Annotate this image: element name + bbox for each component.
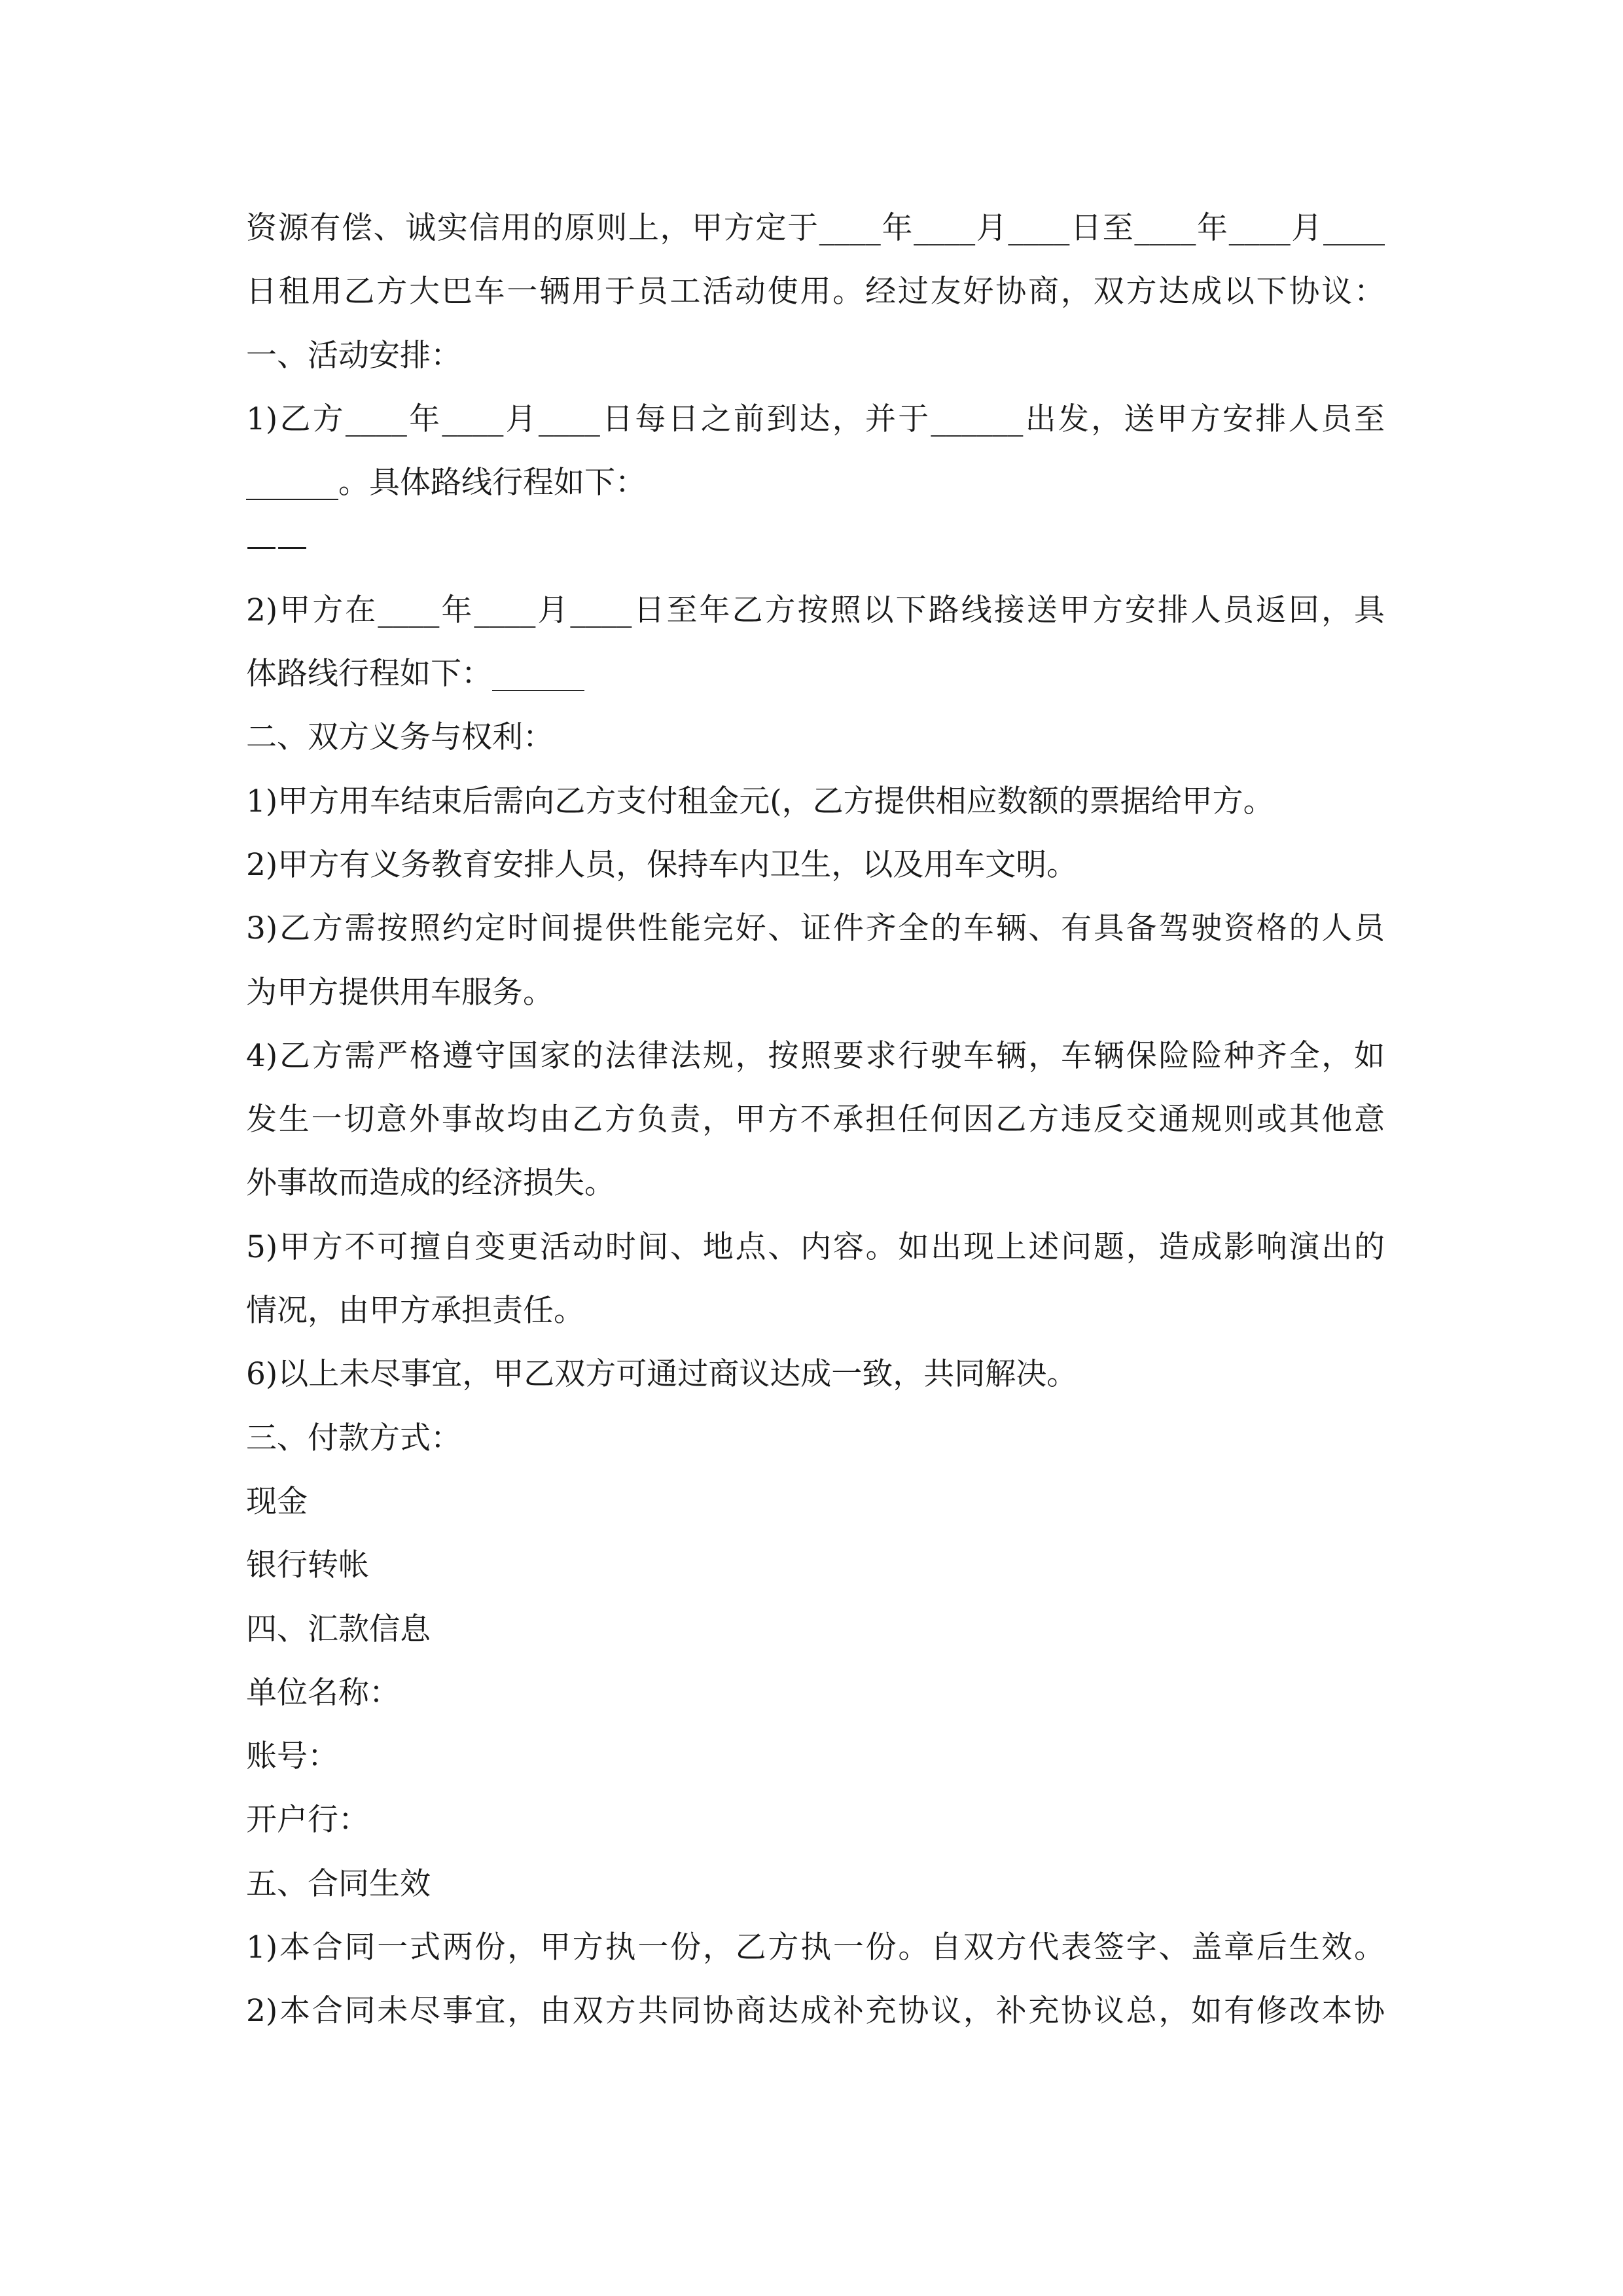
text-line: 1)甲方用车结束后需向乙方支付租金元(，乙方提供相应数额的票据给甲方。	[246, 783, 1274, 819]
text-line: ——	[246, 528, 308, 565]
section-heading: 一、活动安排：	[246, 337, 461, 374]
text-line: 4)乙方需严格遵守国家的法律法规，按照要求行驶车辆，车辆保险险种齐全，如	[246, 1037, 1385, 1074]
text-line: 银行转帐	[246, 1547, 369, 1584]
text-line: 外事故而造成的经济损失。	[246, 1165, 615, 1202]
contract-body	[246, 196, 1385, 2043]
text-line: 现金	[246, 1483, 308, 1520]
text-line: 1)本合同一式两份，甲方执一份，乙方执一份。自双方代表签字、盖章后生效。	[246, 1929, 1385, 1966]
text-line: 3)乙方需按照约定时间提供性能完好、证件齐全的车辆、有具备驾驶资格的人员	[246, 910, 1385, 947]
text-line: 2)本合同未尽事宜，由双方共同协商达成补充协议，补充协议总，如有修改本协	[246, 1993, 1385, 2030]
text-line: 5)甲方不可擅自变更活动时间、地点、内容。如出现上述问题，造成影响演出的	[246, 1229, 1385, 1265]
text-line: 体路线行程如下：______	[246, 656, 584, 692]
text-line: 账号：	[246, 1738, 338, 1775]
text-line: 为甲方提供用车服务。	[246, 974, 554, 1011]
section-heading: 四、汇款信息	[246, 1611, 431, 1647]
text-line: 发生一切意外事故均由乙方负责，甲方不承担任何因乙方违反交通规则或其他意	[246, 1102, 1385, 1138]
text-line: 6)以上未尽事宜，甲乙双方可通过商议达成一致，共同解决。	[246, 1356, 1078, 1393]
text-line: 情况，由甲方承担责任。	[246, 1293, 584, 1329]
section-heading: 二、双方义务与权利：	[246, 719, 554, 756]
text-line: 开户行：	[246, 1802, 369, 1839]
text-line: ______。具体路线行程如下：	[246, 465, 646, 501]
text-line: 1)乙方____年____月____日每日之前到达，并于______出发，送甲方安排人员至	[246, 401, 1385, 437]
text-line: 资源有偿、诚实信用的原则上，甲方定于____年____月____日至____年____月____	[246, 210, 1385, 246]
text-line: 单位名称：	[246, 1674, 400, 1711]
text-line: 2)甲方在____年____月____日至年乙方按照以下路线接送甲方安排人员返回，具	[246, 592, 1385, 628]
text-line: 日租用乙方大巴车一辆用于员工活动使用。经过友好协商，双方达成以下协议：	[246, 274, 1385, 310]
section-heading: 五、合同生效	[246, 1865, 431, 1902]
text-line: 2)甲方有义务教育安排人员，保持车内卫生，以及用车文明。	[246, 846, 1078, 883]
section-heading: 三、付款方式：	[246, 1420, 461, 1456]
